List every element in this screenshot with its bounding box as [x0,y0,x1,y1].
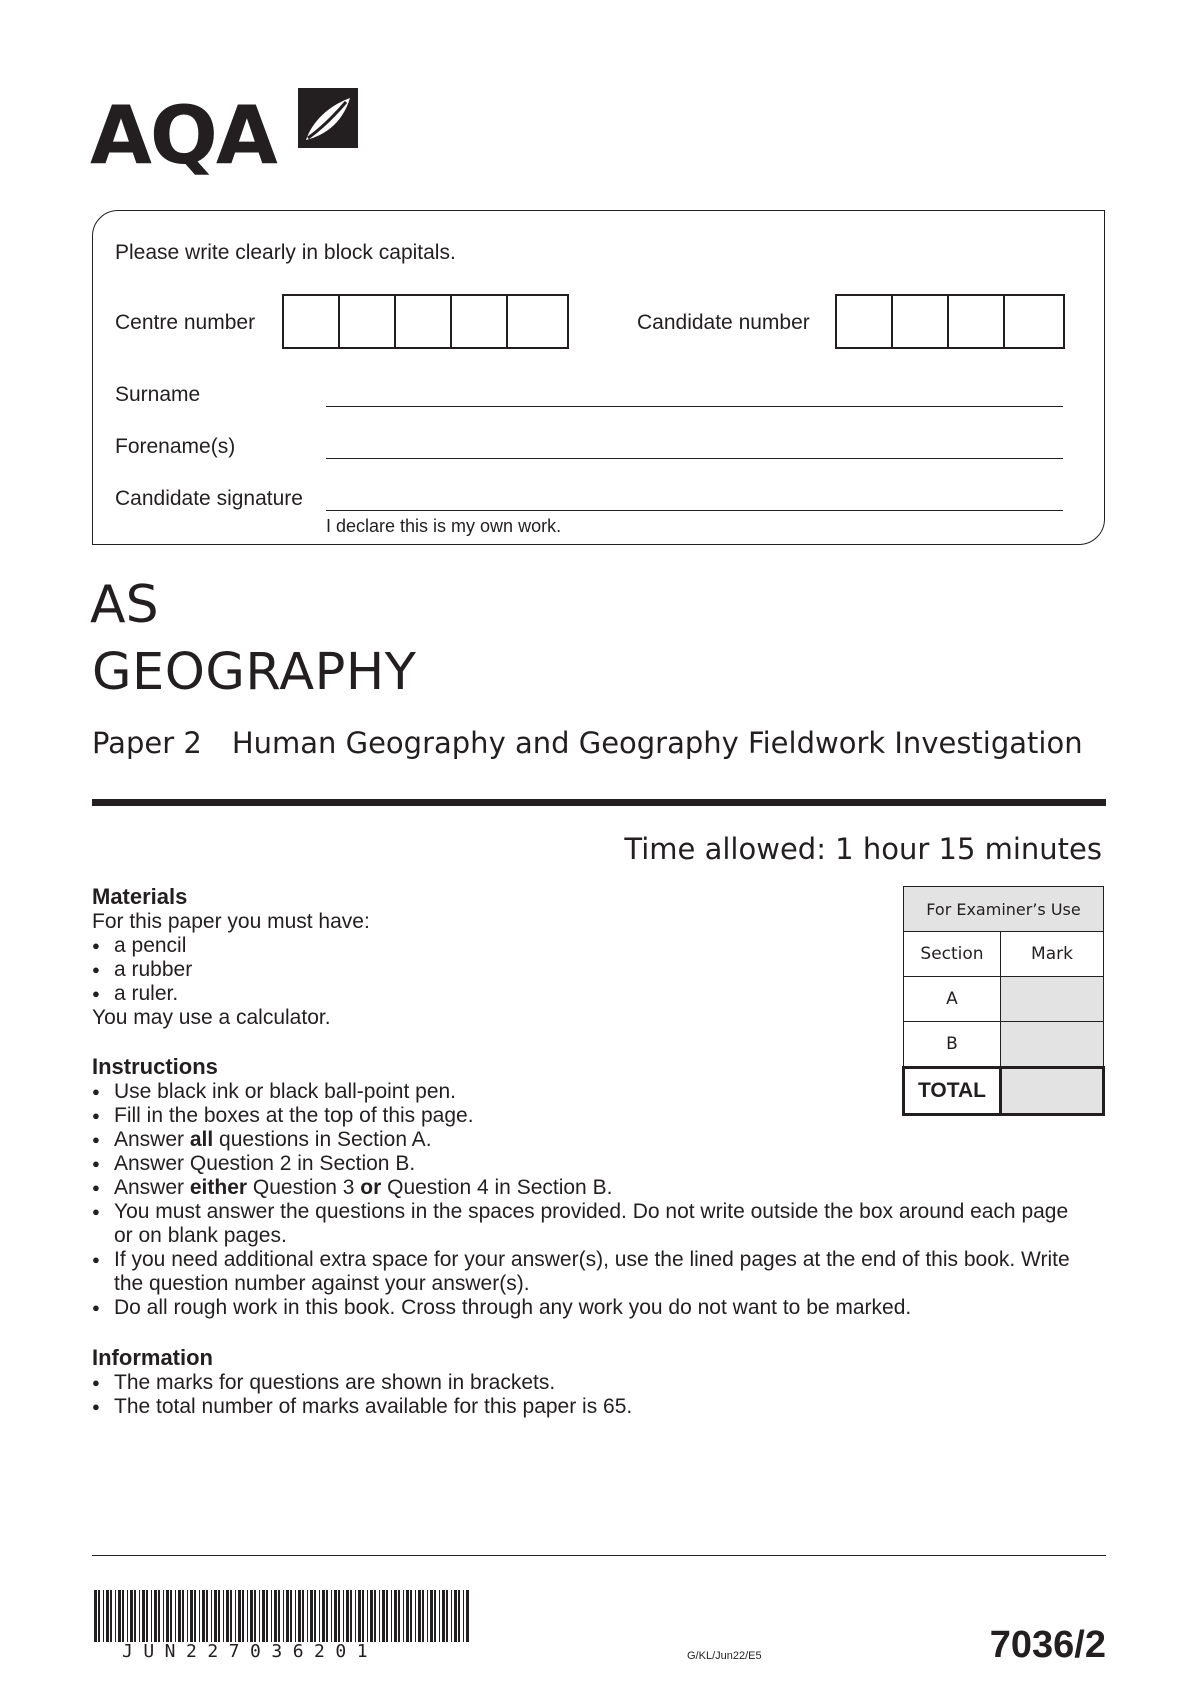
block-capitals-instruction: Please write clearly in block capitals. [115,241,456,264]
paper-title [92,724,1083,762]
materials-list [92,934,1092,1006]
list-item: ● Do all rough work in this book. Cross through any work you do not want to be marked. [92,1296,1092,1320]
candidate-number-digit[interactable] [1005,296,1061,347]
calculator-note: You may use a calculator. [92,1006,331,1029]
subject-title: GEOGRAPHY [92,643,417,702]
candidate-number-digit[interactable] [949,296,1005,347]
list-item: ● Answer Question 2 in Section B. [92,1152,1092,1176]
centre-number-label: Centre number [115,311,256,334]
surname-label: Surname [115,383,201,406]
total-label: TOTAL [904,1068,1001,1115]
examiner-table-header: For Examiner’s Use [904,887,1104,932]
surname-field[interactable] [326,406,1063,407]
candidate-number-digit[interactable] [893,296,949,347]
centre-number-digit[interactable] [452,296,508,347]
section-a-label: A [904,977,1001,1022]
signature-label: Candidate signature [115,487,303,510]
reference-code: G/KL/Jun22/E5 [687,1650,762,1662]
barcode [92,1590,472,1642]
list-item: ● a rubber [92,958,1092,982]
instructions-list [92,1080,1092,1320]
list-item: ● The total number of marks available for this paper is 65. [92,1395,1092,1419]
logo-text: AQA [90,89,276,182]
list-item: ● Answer all questions in Section A. [92,1128,1092,1152]
time-allowed: Time allowed: 1 hour 15 minutes [624,832,1102,866]
centre-number-boxes[interactable] [282,294,569,349]
list-item: ● a pencil [92,934,1092,958]
list-item: ● If you need additional extra space for your answer(s), use the lined pages at the end of this book. Write the question number against your answer(s). [92,1248,1092,1296]
forenames-label: Forename(s) [115,435,236,458]
materials-intro: For this paper you must have: [92,910,370,933]
declaration-text: I declare this is my own work. [326,516,562,536]
mark-column-header: Mark [1001,932,1104,977]
title-divider [92,799,1106,806]
paper-code: 7036/2 [989,1624,1106,1666]
paper-number: Paper 2 [92,726,202,760]
list-item: ● You must answer the questions in the spaces provided. Do not write outside the box around each page or on blank pages. [92,1200,1092,1248]
materials-heading: Materials [92,884,188,909]
footer-divider [92,1555,1106,1556]
list-item: ● Answer either Question 3 or Question 4 in Section B. [92,1176,1092,1200]
list-item: ● a ruler. [92,982,1092,1006]
centre-number-digit[interactable] [396,296,452,347]
centre-number-digit[interactable] [508,296,564,347]
forenames-field[interactable] [326,458,1063,459]
centre-number-digit[interactable] [340,296,396,347]
signature-field[interactable] [326,510,1063,511]
list-item: ● Use black ink or black ball-point pen. [92,1080,1092,1104]
paper-name: Human Geography and Geography Fieldwork Investigation [231,726,1083,760]
materials-section [92,884,1092,1030]
qualification-level: AS [90,575,159,635]
section-b-label: B [904,1022,1001,1068]
instructions-section [92,1054,1092,1320]
list-item: ● The marks for questions are shown in brackets. [92,1371,1092,1395]
candidate-number-label: Candidate number [637,311,810,334]
candidate-number-digit[interactable] [837,296,893,347]
information-section [92,1345,1092,1419]
information-heading: Information [92,1345,213,1370]
centre-number-digit[interactable] [284,296,340,347]
section-column-header: Section [904,932,1001,977]
list-item: ● Fill in the boxes at the top of this page. [92,1104,1092,1128]
candidate-details-box [92,210,1105,545]
barcode-text: JUN227036201 [122,1641,379,1662]
aqa-leaf-icon [298,88,358,148]
information-list [92,1371,1092,1419]
aqa-logo [90,88,360,183]
instructions-heading: Instructions [92,1054,218,1079]
candidate-number-boxes[interactable] [835,294,1065,349]
